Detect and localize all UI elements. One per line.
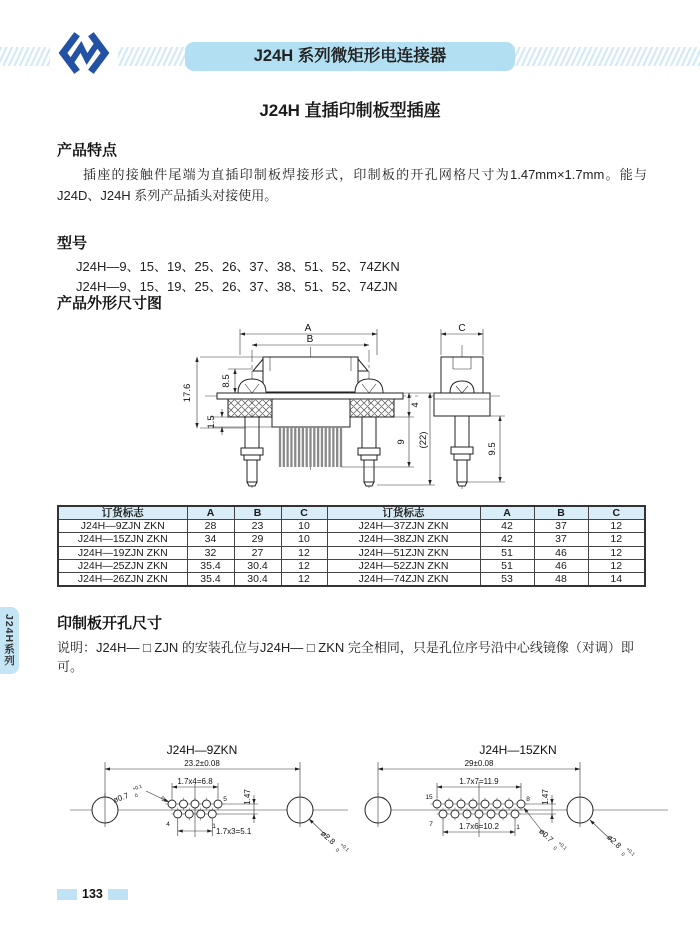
cell: 34 [187,533,234,546]
dim-17-6: 17.6 [182,383,193,403]
outline-drawing [0,305,700,510]
cell: 37 [534,533,588,546]
svg-text:+0.1: +0.1 [338,842,350,854]
small-hole-label-right [536,825,568,857]
cell: 12 [281,559,327,572]
cell: 30.4 [234,559,281,572]
brand-logo-icon [58,32,110,74]
dim-A: A [304,323,312,334]
series-title-band [185,42,515,71]
dim-pitch-left: 1.47 [243,789,252,805]
svg-text:0: 0 [619,851,626,858]
table-row [58,533,645,546]
dim-overall-left: 23.2±0.08 [184,759,220,768]
models-heading: 型号 [57,235,88,252]
cell: 35.4 [187,559,234,572]
hole-drawing-right [365,743,668,863]
cell: J24H—74ZJN ZKN [327,573,480,587]
svg-text:ø0.7: ø0.7 [111,790,130,805]
model-line-1: J24H—9、15、19、25、26、37、38、51、52、74ZKN [76,259,400,274]
dim-22: (22) [418,431,429,449]
col-header: 订货标志 [327,506,480,520]
pin-number: 1 [212,823,216,830]
cell: 12 [281,546,327,559]
cell: 42 [480,533,534,546]
pcb-hole-drawings [0,740,700,885]
cell: 48 [534,573,588,587]
cell: 42 [480,520,534,533]
cell: 14 [588,573,645,587]
svg-text:0: 0 [134,792,139,800]
svg-text:+0.1: +0.1 [556,840,568,852]
cell: 27 [234,546,281,559]
dim-overall-right: 29±0.08 [464,759,494,768]
features-heading: 产品特点 [57,142,118,159]
cell: J24H—38ZJN ZKN [327,533,480,546]
svg-text:ø2.8: ø2.8 [318,828,337,847]
small-hole-label-left [111,784,146,807]
footer-accent-block [108,889,128,900]
features-paragraph: 插座的接触件尾端为直插印制板焊接形式，印制板的开孔网格尺寸为1.47mm×1.7mm。能与J24D、J24H 系列产品插头对接使用。 [57,167,647,203]
col-header: 订货标志 [58,506,187,520]
svg-text:ø0.7: ø0.7 [537,826,555,845]
series-tab-label: J24H系列 [3,614,15,667]
cell: 23 [234,520,281,533]
col-header: B [234,506,281,520]
page-footer [57,887,128,901]
table-row [58,559,645,572]
pin-number: 4 [166,821,170,828]
col-header: C [588,506,645,520]
series-tab [0,607,19,674]
dim-rowbottom-left: 1.7x3=5.1 [216,827,252,836]
hole-drawing-right-title: J24H—15ZKN [479,743,557,757]
model-line-2: J24H—9、15、19、25、26、37、38、51、52、74ZJN [76,279,398,294]
col-header: A [480,506,534,520]
dim-rowtop-right: 1.7x7=11.9 [459,777,499,786]
cell: 12 [588,520,645,533]
pin-number: 15 [425,794,433,801]
cell: 29 [234,533,281,546]
cell: J24H—9ZJN ZKN [58,520,187,533]
cell: 12 [588,559,645,572]
dim-9: 9 [396,439,407,445]
cell: J24H—19ZJN ZKN [58,546,187,559]
cell: 28 [187,520,234,533]
dimension-table [57,505,646,587]
brand-logo [50,26,118,80]
dim-1-5: 1.5 [206,415,217,429]
col-header: B [534,506,588,520]
cell: J24H—37ZJN ZKN [327,520,480,533]
contact-pins [280,427,341,467]
cell: 51 [480,559,534,572]
cell: J24H—26ZJN ZKN [58,573,187,587]
col-header: C [281,506,327,520]
cell: 10 [281,533,327,546]
cell: 12 [588,533,645,546]
page-title: J24H 直插印制板型插座 [259,101,441,120]
cell: 46 [534,559,588,572]
cell: 35.4 [187,573,234,587]
cell: J24H—25ZJN ZKN [58,559,187,572]
cell: 30.4 [234,573,281,587]
dim-B: B [306,334,314,345]
series-title: J24H 系列微矩形电连接器 [253,47,447,65]
cell: 53 [480,573,534,587]
cell: 37 [534,520,588,533]
dim-rowtop-left: 1.7x4=6.8 [177,777,213,786]
cell: 32 [187,546,234,559]
pin-number: 9 [161,796,165,803]
pcb-heading: 印制板开孔尺寸 [57,615,163,632]
cell: 12 [281,573,327,587]
front-view [217,357,403,486]
table-header-row [58,506,645,520]
pin-number: 5 [223,796,227,803]
dim-4: 4 [410,402,421,408]
svg-text:ø2.8: ø2.8 [605,832,623,851]
cell: 10 [281,520,327,533]
cell: J24H—51ZJN ZKN [327,546,480,559]
pin-number: 8 [526,796,530,803]
hole-drawing-left [70,743,350,859]
pin-number: 1 [516,824,520,831]
table-row [58,520,645,533]
footer-page-number: 133 [82,887,103,901]
dim-pitch-right: 1.47 [541,789,550,805]
cell: 12 [588,546,645,559]
pin-number: 7 [429,821,433,828]
svg-text:+0.1: +0.1 [624,846,636,858]
svg-text:+0.1: +0.1 [131,783,144,793]
cell: 51 [480,546,534,559]
svg-text:0: 0 [333,847,341,854]
big-hole-label-left [318,827,351,858]
outline-heading: 产品外形尺寸图 [57,295,163,312]
hole-drawing-left-title: J24H—9ZKN [166,743,238,757]
big-hole-label-right [604,831,636,863]
svg-text:0: 0 [551,845,558,852]
dim-C: C [458,323,466,334]
table-row [58,546,645,559]
cell: J24H—52ZJN ZKN [327,559,480,572]
dim-9-5: 9.5 [487,442,498,456]
footer-accent-block [57,889,77,900]
pcb-note: 说明：J24H— □ ZJN 的安装孔位与J24H— □ ZKN 完全相同，只是孔位序号沿中心线镜像（对调）即可。 [57,640,634,674]
cell: J24H—15ZJN ZKN [58,533,187,546]
cell: 46 [534,546,588,559]
side-view [434,323,505,486]
col-header: A [187,506,234,520]
dim-rowbottom-right: 1.7x6=10.2 [459,822,499,831]
dim-8-5: 8.5 [221,374,232,388]
table-row [58,573,645,587]
